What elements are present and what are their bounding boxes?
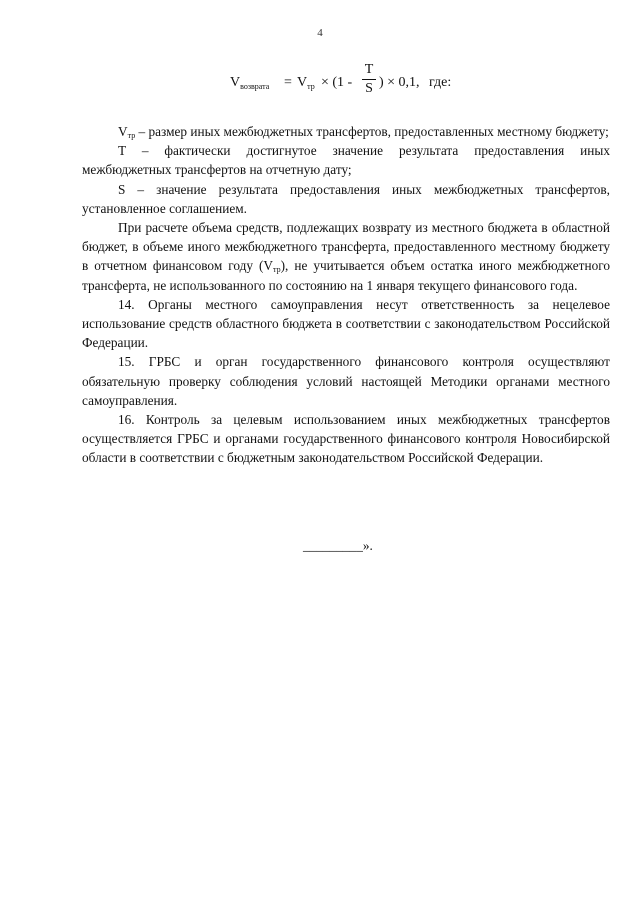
item-15: 15. ГРБС и орган государственного финансового контроля осуществляют обязательную проверку соблюдения условий настоящей Методики органами местного самоуправления. (82, 354, 610, 408)
item-16: 16. Контроль за целевым использованием иных межбюджетных трансфертов осуществляется ГРБС и органами государственного финансового контроля Новосибирской области в соответствии с бюджетным законодательством Российской Федерации. (82, 412, 610, 466)
formula-fraction (362, 62, 376, 97)
item-14: 14. Органы местного самоуправления несут ответственность за нецелевое использование средств областного бюджета в соответствии с законодательством Российской Федерации. (82, 296, 610, 351)
page-number: 4 (317, 27, 323, 39)
closing-mark: _________». (303, 538, 373, 553)
return-formula (230, 60, 490, 110)
formula-v-return: $V_{возврата}$ (230, 75, 270, 91)
formula-times-open: × (1 - (321, 75, 353, 90)
t-definition: T – фактически достигнутое значение результата предоставления иных межбюджетных трансфертов на отчетную дату; (82, 143, 610, 178)
vtr-definition: $V_{тр}$ – размер иных межбюджетных трансфертов, предоставленных местному бюджету; (118, 124, 609, 140)
fraction-numerator: T (364, 62, 374, 77)
calculation-paragraph: При расчете объема средств, подлежащих возврату из местного бюджета в областной бюджет, в объеме иного межбюджетного трансферта, предоставленного местному бюджету в отчетном финансовом году $(V_{тр})$, не учитывается объем остатка иного межбюджетного трансферта, не использованного по состоянию на 1 января текущего финансового года. (82, 220, 611, 293)
formula-where: где: (429, 75, 452, 90)
fraction-denominator: S (365, 81, 373, 96)
fraction-bar (362, 79, 376, 80)
formula-equals: = (284, 75, 292, 90)
formula-close-rest: ) × 0,1, (379, 75, 420, 90)
formula-v-tr: $V_{тр}$ (297, 75, 315, 91)
document-body (82, 122, 610, 468)
s-definition: S – значение результата предоставления иных межбюджетных трансфертов, установленное соглашением. (82, 181, 610, 216)
